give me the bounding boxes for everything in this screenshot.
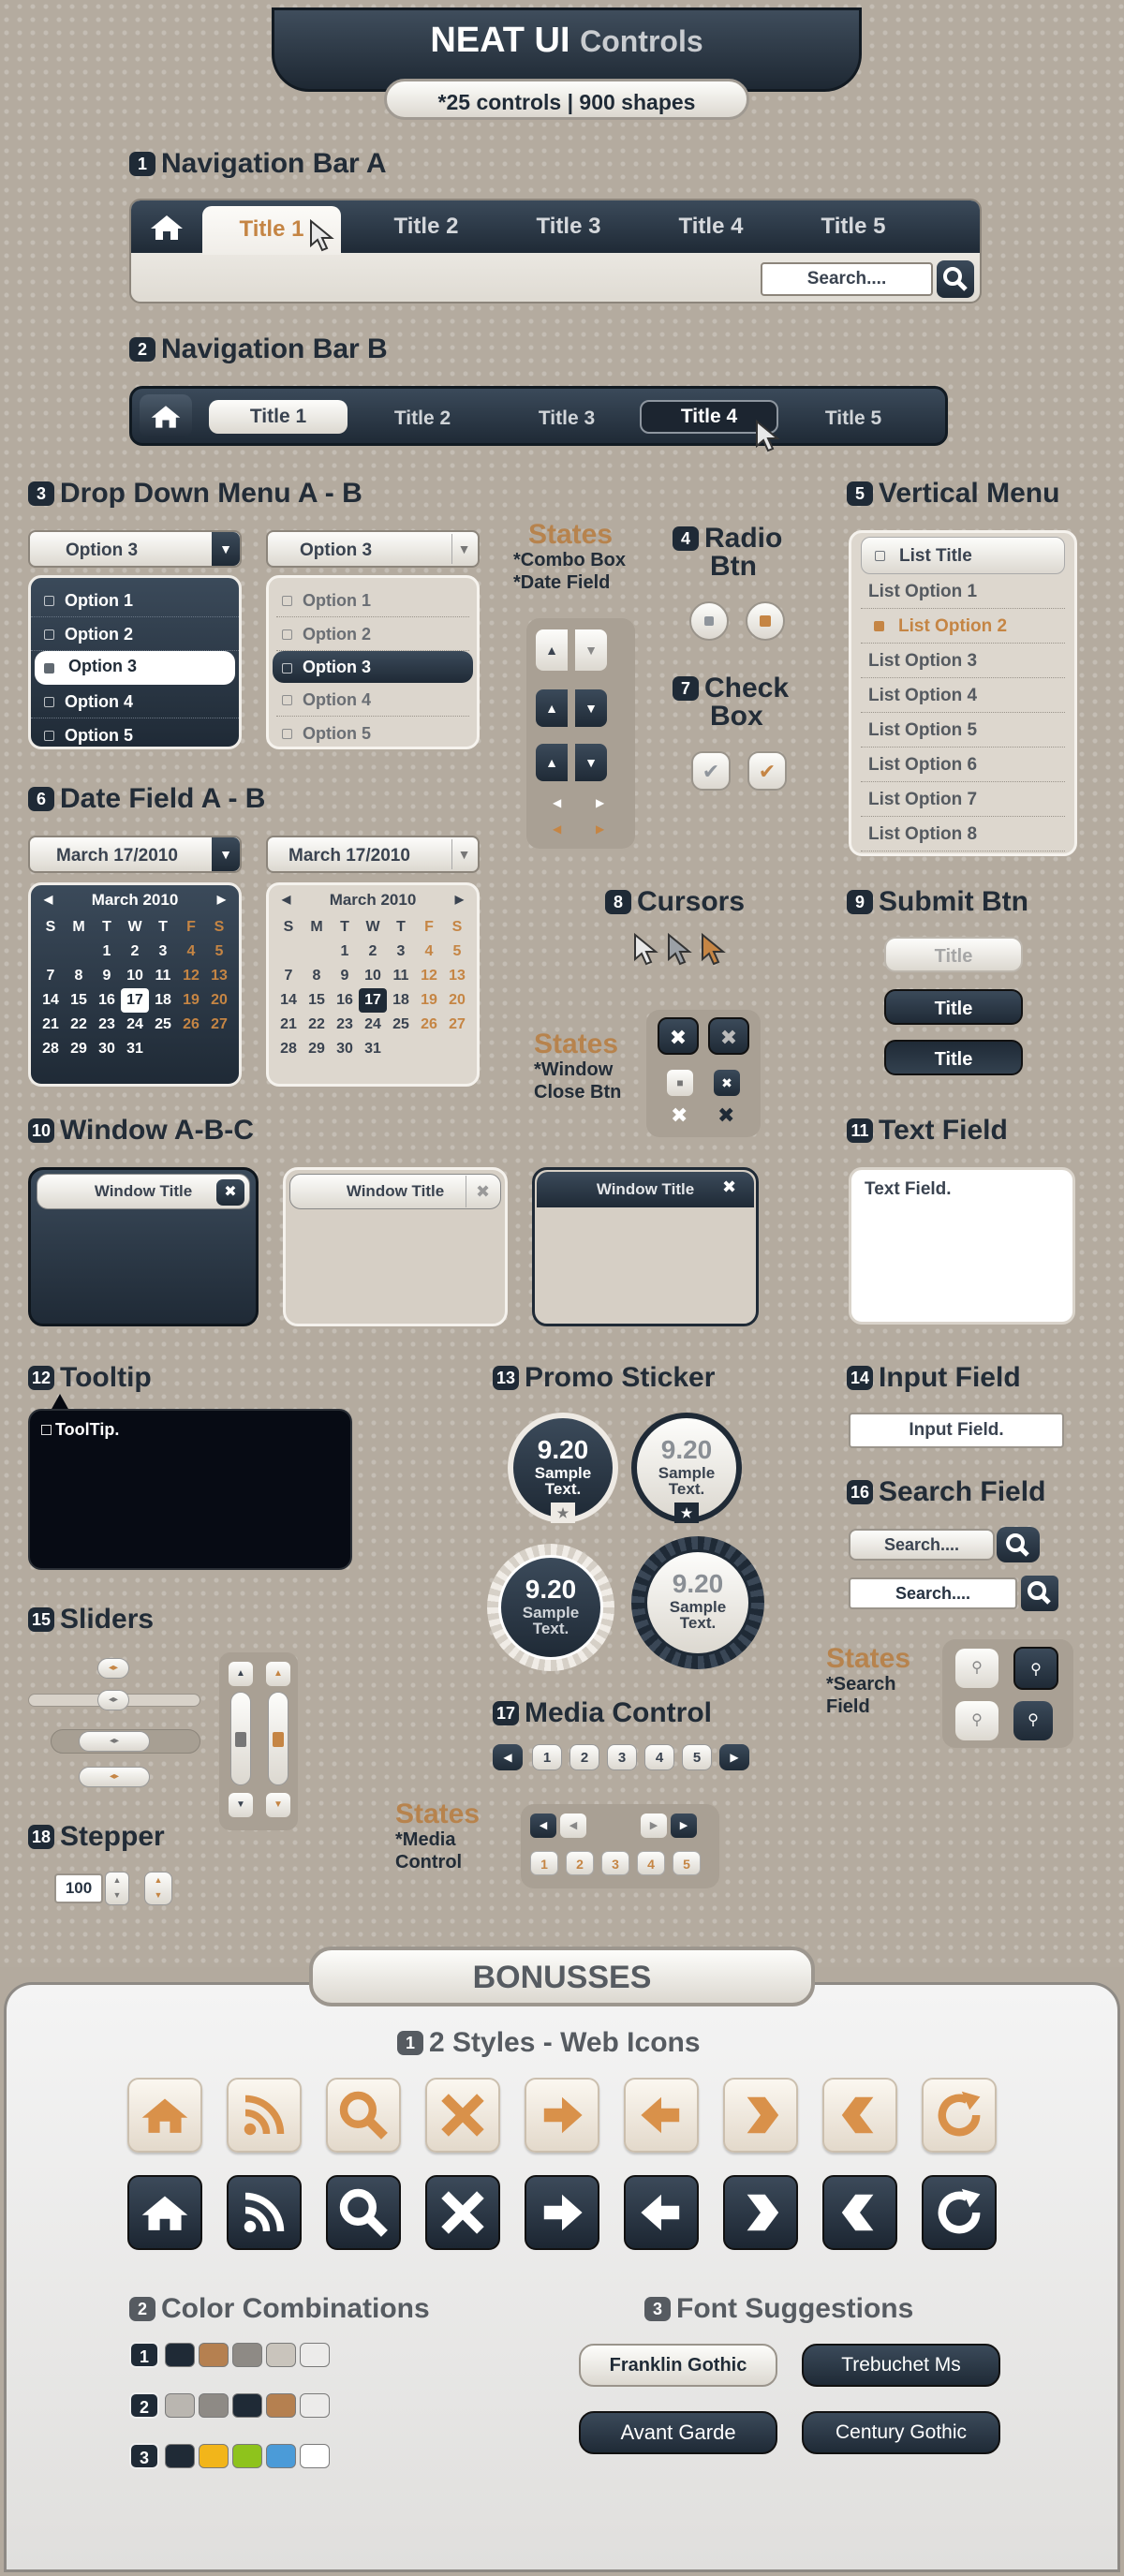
window-heading: 10 Window A-B-C — [28, 1115, 254, 1147]
media-page-3[interactable]: 3 — [607, 1744, 637, 1770]
dropdown-a-option-3[interactable]: Option 3 — [35, 651, 235, 685]
calendar-day[interactable]: 28 — [42, 1041, 59, 1057]
nav-b-tab-5[interactable]: Title 5 — [824, 407, 882, 429]
calendar-day[interactable]: 3 — [158, 943, 168, 959]
chevron-left-icon[interactable] — [822, 2175, 897, 2250]
weekday-label: M — [72, 919, 85, 935]
text-field[interactable]: Text Field. — [849, 1167, 1075, 1325]
nav-b-tab-4[interactable]: Title 4 — [640, 400, 778, 434]
window-c — [532, 1167, 759, 1326]
radio-button-on[interactable] — [746, 601, 785, 641]
media-page-5[interactable]: 5 — [682, 1744, 712, 1770]
calendar-day[interactable]: 26 — [183, 1016, 200, 1032]
check-icon: ✔ — [702, 760, 720, 783]
window-close-state-4-icon[interactable]: ✖ — [714, 1070, 740, 1096]
calendar-day[interactable]: 14 — [42, 992, 59, 1008]
media-control — [493, 1744, 753, 1772]
nav-b-heading: 2 Navigation Bar B — [129, 333, 388, 365]
calendar-day[interactable]: 31 — [126, 1041, 143, 1057]
calendar-day[interactable]: 28 — [280, 1041, 297, 1057]
calendar-day — [415, 1037, 443, 1061]
font-century-gothic: Century Gothic — [802, 2411, 1000, 2454]
dropdown-a-list — [28, 575, 242, 749]
weekday-label: W — [127, 919, 142, 935]
checkbox-heading: 7 Check Box — [673, 674, 789, 731]
nav-a-search-input[interactable]: Search.... — [761, 262, 933, 296]
states-window-label: States *Window Close Btn — [534, 1029, 622, 1103]
submit-heading: 9 Submit Btn — [847, 886, 1028, 918]
calendar-day — [65, 940, 93, 964]
window-close-state-3-icon[interactable]: ■ — [667, 1070, 693, 1096]
vmenu-item[interactable]: List Option 1 — [861, 574, 1065, 609]
dropdown-a-option-5[interactable]: Option 5 — [31, 718, 239, 752]
home-icon[interactable] — [127, 2175, 202, 2250]
calendar-day[interactable]: 13 — [449, 968, 466, 984]
header-title — [272, 21, 862, 61]
combo-state-up-icon[interactable]: ▲ — [536, 629, 568, 671]
dropdown-b-option-5[interactable]: Option 5 — [276, 717, 469, 750]
calendar-day[interactable]: 9 — [102, 968, 111, 984]
searchfield-heading: 16 Search Field — [847, 1476, 1045, 1508]
calendar-day[interactable]: 1 — [102, 943, 111, 959]
weekday-label: S — [451, 919, 463, 935]
slider-b-handle[interactable]: ◂▸ — [79, 1731, 150, 1752]
nav-b-tab-3[interactable]: Title 3 — [538, 407, 596, 429]
search-icon[interactable] — [326, 2078, 401, 2153]
media-state-prev-2-icon[interactable]: ◀ — [560, 1814, 586, 1838]
submit-button-pressed[interactable]: Title — [884, 1040, 1023, 1075]
dropdown-b-option-1[interactable]: Option 1 — [276, 584, 469, 617]
chevron-down-icon[interactable]: ▼ — [212, 532, 240, 566]
calendar-day[interactable]: 16 — [98, 992, 115, 1008]
states-combo-label: States *Combo Box *Date Field — [513, 519, 626, 593]
calendar-day[interactable]: 27 — [211, 1016, 228, 1032]
calendar-day[interactable]: 23 — [336, 1016, 353, 1032]
media-state-prev-1-icon[interactable]: ◀ — [530, 1814, 556, 1838]
promo-sticker-seal-dark[interactable]: 9.20 Sample Text. — [487, 1544, 614, 1671]
tab-title-2[interactable]: Title 2 — [393, 214, 459, 239]
slider-v2-up-icon[interactable]: ▲ — [266, 1662, 290, 1686]
sliders-heading: 15 Sliders — [28, 1604, 154, 1636]
bonus-title: BONUSSES — [309, 1947, 815, 2006]
weekday-label: M — [310, 919, 323, 935]
slider-v1-down-icon[interactable]: ▼ — [229, 1793, 253, 1817]
dropdown-a-option-4[interactable]: Option 4 — [31, 685, 239, 718]
calendar-day[interactable]: 29 — [70, 1041, 87, 1057]
states-media-panel — [521, 1804, 719, 1888]
states-media-label: States *Media Control — [395, 1799, 481, 1873]
calendar-a-grid — [37, 915, 233, 1061]
window-b — [283, 1167, 508, 1326]
calendar-day[interactable]: 15 — [308, 992, 325, 1008]
states-search-panel — [942, 1639, 1073, 1748]
calendar-day[interactable]: 29 — [308, 1041, 325, 1057]
tab-title-5[interactable]: Title 5 — [821, 214, 886, 239]
promo-sticker-seal-light[interactable]: 9.20 Sample Text. — [631, 1536, 764, 1669]
calendar-day[interactable]: 9 — [340, 968, 349, 984]
calendar-a-next-icon[interactable]: ▶ — [216, 893, 226, 906]
rss-icon[interactable] — [227, 2175, 302, 2250]
vmenu-heading: 5 Vertical Menu — [847, 478, 1059, 510]
refresh-icon[interactable] — [922, 2175, 997, 2250]
calendar-day[interactable]: 17 — [359, 988, 387, 1013]
dropdown-b-option-2[interactable]: Option 2 — [276, 617, 469, 651]
window-close-state-1-icon[interactable]: ✖ — [658, 1017, 699, 1055]
calendar-day[interactable]: 1 — [340, 943, 349, 959]
media-state-page-2[interactable]: 2 — [566, 1851, 594, 1875]
dropdown-b-option-3[interactable]: Option 3 — [273, 651, 473, 683]
font-avant-garde: Avant Garde — [579, 2411, 777, 2454]
radio-heading: 4 Radio Btn — [673, 525, 782, 581]
vmenu-item[interactable]: List Option 4 — [861, 678, 1065, 713]
calendar-b-prev-icon[interactable]: ◀ — [282, 893, 291, 906]
color-swatch — [266, 2343, 296, 2367]
datefield-heading: 6 Date Field A - B — [28, 783, 265, 815]
calendar-day[interactable]: 5 — [452, 943, 462, 959]
dropdown-a-option-1[interactable]: Option 1 — [31, 584, 239, 617]
arrow-right-icon[interactable] — [525, 2175, 599, 2250]
calendar-day[interactable]: 8 — [74, 968, 83, 984]
calendar-day[interactable]: 3 — [396, 943, 406, 959]
star-dark-icon: ★ — [674, 1503, 699, 1523]
tab-title-3[interactable]: Title 3 — [536, 214, 601, 239]
calendar-day — [303, 940, 331, 964]
promo-heading: 13 Promo Sticker — [493, 1362, 715, 1394]
window-a-close-icon[interactable]: ✖ — [216, 1179, 244, 1206]
calendar-day[interactable]: 26 — [421, 1016, 437, 1032]
stepper-heading: 18 Stepper — [28, 1821, 165, 1853]
window-b-titlebar[interactable]: Window Title — [289, 1174, 501, 1209]
color-swatch — [165, 2393, 195, 2418]
vertical-menu — [849, 530, 1077, 856]
window-c-close-icon[interactable]: ✖ — [722, 1177, 737, 1196]
nav-b-cursor-icon — [755, 420, 781, 458]
calendar-day[interactable]: 30 — [98, 1041, 115, 1057]
vmenu-item[interactable]: List Option 8 — [861, 817, 1065, 851]
window-b-close-icon[interactable]: ✖ — [466, 1176, 499, 1207]
window-close-state-5-icon[interactable]: ✖ — [671, 1103, 688, 1127]
cursor-set — [631, 933, 734, 973]
slider-c-handle[interactable]: ◂▸ — [79, 1767, 150, 1787]
calendar-day[interactable]: 11 — [155, 968, 171, 984]
date-state-up-icon[interactable]: ▲ — [536, 744, 568, 781]
arrow-left-icon[interactable] — [624, 2078, 699, 2153]
calendar-day — [205, 1037, 233, 1061]
arrow-left-icon[interactable] — [624, 2175, 699, 2250]
calendar-day[interactable]: 23 — [98, 1016, 115, 1032]
header-title-main: NEAT UI — [430, 21, 570, 60]
calendar-day — [149, 1037, 177, 1061]
calendar-a: ◀ March 2010 ▶ S M T W T F S 1 2 3 4 5 7 8 9 10 11 12 13 14 15 16 17 18 19 20 21 22 23 24 25 26 27 28 29 30 31 — [28, 882, 242, 1087]
search-state-2-icon[interactable]: ⚲ — [1013, 1647, 1058, 1690]
header-subtitle: *25 controls | 900 shapes — [384, 79, 749, 120]
calendar-day[interactable]: 22 — [308, 1016, 325, 1032]
radio-button-off[interactable] — [689, 601, 729, 641]
rss-icon[interactable] — [227, 2078, 302, 2153]
calendar-day[interactable]: 30 — [336, 1041, 353, 1057]
window-close-state-6-icon[interactable]: ✖ — [717, 1103, 735, 1127]
promo-sticker-light[interactable]: 9.20 Sample Text. ★ — [631, 1413, 742, 1523]
calendar-b-grid — [274, 915, 471, 1061]
stepper-arrows[interactable]: ▲ ▼ — [105, 1872, 129, 1905]
calendar-day[interactable]: 24 — [364, 1016, 381, 1032]
calendar-day[interactable]: 11 — [392, 968, 409, 984]
window-close-state-2-icon[interactable]: ✖ — [708, 1017, 749, 1055]
calendar-day[interactable]: 2 — [368, 943, 377, 959]
calendar-day[interactable]: 12 — [421, 968, 437, 984]
home-icon[interactable] — [148, 212, 185, 242]
weekday-label: T — [158, 919, 168, 935]
slider-v2-track[interactable] — [268, 1692, 288, 1785]
search-icon[interactable] — [326, 2175, 401, 2250]
search-field-b-input[interactable]: Search.... — [849, 1577, 1017, 1609]
color-swatch — [199, 2343, 229, 2367]
weekday-label: S — [214, 919, 225, 935]
calendar-day[interactable]: 22 — [70, 1016, 87, 1032]
calendar-day[interactable]: 2 — [130, 943, 140, 959]
media-state-page-1[interactable]: 1 — [530, 1851, 558, 1875]
slider-a-handle[interactable]: ◂▸ — [97, 1690, 129, 1710]
bonus-panel — [4, 1982, 1120, 2572]
vmenu-item[interactable]: List Option 6 — [861, 748, 1065, 782]
calendar-b: ◀ March 2010 ▶ S M T W T F S 1 2 3 4 5 7 8 9 10 11 12 13 14 15 16 17 18 19 20 21 22 23 24 25 26 27 28 29 30 31 — [266, 882, 480, 1087]
font-trebuchet-ms: Trebuchet Ms — [802, 2344, 1000, 2387]
chevron-right-icon[interactable] — [723, 2175, 798, 2250]
media-page-1[interactable]: 1 — [532, 1744, 562, 1770]
weekday-label: S — [283, 919, 294, 935]
color-swatch — [165, 2343, 195, 2367]
calendar-day — [387, 1037, 415, 1061]
calendar-day[interactable]: 8 — [312, 968, 321, 984]
dropdown-b-list — [266, 575, 480, 749]
media-next-icon[interactable]: ▶ — [719, 1744, 749, 1770]
color-row-label: 3 — [129, 2443, 159, 2469]
calendar-day[interactable]: 18 — [155, 992, 171, 1008]
weekday-label: T — [340, 919, 349, 935]
colors-heading: 2 Color Combinations — [129, 2293, 430, 2325]
calendar-a-prev-icon[interactable]: ◀ — [44, 893, 53, 906]
weekday-label: S — [45, 919, 56, 935]
nav-b-home-icon[interactable] — [140, 394, 192, 437]
slider-a-handle-top[interactable]: ◂▸ — [97, 1658, 129, 1679]
color-swatch — [300, 2393, 330, 2418]
color-swatch — [232, 2343, 262, 2367]
chevron-right-icon[interactable] — [723, 2078, 798, 2153]
color-swatch — [266, 2444, 296, 2468]
window-c-titlebar[interactable]: Window Title — [537, 1172, 754, 1207]
color-swatch — [232, 2393, 262, 2418]
color-row-label: 1 — [129, 2342, 159, 2368]
header-title-sub: Controls — [580, 24, 703, 58]
color-swatch — [232, 2444, 262, 2468]
window-a-titlebar[interactable]: Window Title — [37, 1174, 250, 1209]
calendar-prev-active-icon[interactable]: ◀ — [553, 822, 562, 836]
combo-state-down-dark-icon[interactable]: ▼ — [575, 689, 607, 727]
color-swatch — [300, 2444, 330, 2468]
media-heading: 17 Media Control — [493, 1697, 712, 1729]
media-prev-icon[interactable]: ◀ — [493, 1744, 523, 1770]
weekday-label: T — [396, 919, 406, 935]
vmenu-item[interactable]: List Option 2 — [861, 609, 1065, 644]
checkbox-checked[interactable] — [747, 751, 787, 791]
search-field-a-input[interactable]: Search.... — [849, 1529, 995, 1561]
star-icon: ★ — [551, 1503, 575, 1523]
calendar-day[interactable]: 20 — [449, 992, 466, 1008]
vmenu-item[interactable]: List Option 7 — [861, 782, 1065, 817]
slider-v2-down-icon[interactable]: ▼ — [266, 1793, 290, 1817]
checkbox-unchecked[interactable] — [691, 751, 731, 791]
weekday-label: F — [186, 919, 196, 935]
tab-title-4[interactable]: Title 4 — [678, 214, 744, 239]
calendar-day — [37, 940, 65, 964]
calendar-day[interactable]: 31 — [364, 1041, 381, 1057]
calendar-day[interactable]: 5 — [214, 943, 224, 959]
input-field[interactable]: Input Field. — [849, 1413, 1064, 1448]
combo-state-down-icon[interactable]: ▼ — [575, 629, 607, 671]
calendar-day[interactable]: 17 — [121, 988, 149, 1013]
calendar-day[interactable]: 16 — [336, 992, 353, 1008]
color-swatch — [266, 2393, 296, 2418]
check-active-icon: ✔ — [758, 760, 776, 783]
calendar-day[interactable]: 19 — [421, 992, 437, 1008]
slider-v1-track[interactable] — [230, 1692, 251, 1785]
media-state-page-4[interactable]: 4 — [637, 1851, 665, 1875]
calendar-prev-icon[interactable]: ◀ — [553, 796, 562, 809]
chevron-left-icon[interactable] — [822, 2078, 897, 2153]
vmenu-item[interactable]: List Option 5 — [861, 713, 1065, 748]
calendar-day[interactable]: 18 — [392, 992, 409, 1008]
search-state-1-icon[interactable]: ⚲ — [955, 1649, 998, 1688]
calendar-day[interactable]: 10 — [364, 968, 381, 984]
combo-state-up-dark-icon[interactable]: ▲ — [536, 689, 568, 727]
search-state-3-icon[interactable]: ⚲ — [955, 1701, 998, 1740]
promo-sticker-dark[interactable]: 9.20 Sample Text. ★ — [508, 1413, 618, 1523]
fonts-heading: 3 Font Suggestions — [644, 2293, 913, 2325]
media-state-page-3[interactable]: 3 — [601, 1851, 629, 1875]
media-page-4[interactable]: 4 — [644, 1744, 674, 1770]
dropdown-b-select[interactable]: Option 3 ▼ — [266, 530, 480, 568]
search-field-b-button[interactable] — [1021, 1576, 1058, 1611]
calendar-day[interactable]: 19 — [183, 992, 200, 1008]
refresh-icon[interactable] — [922, 2078, 997, 2153]
calendar-day[interactable]: 20 — [211, 992, 228, 1008]
nav-b-tab-2[interactable]: Title 2 — [393, 407, 451, 429]
calendar-day[interactable]: 12 — [183, 968, 200, 984]
states-search-label: States *Search Field — [826, 1643, 911, 1717]
color-row-label: 2 — [129, 2392, 159, 2419]
nav-bar-b — [129, 386, 948, 446]
nav-a-search-button[interactable] — [937, 260, 974, 298]
nav-bar-a — [129, 199, 982, 303]
tooltip-box: ToolTip. — [28, 1409, 352, 1570]
stepper-arrows-active[interactable]: ▲ ▼ — [144, 1872, 172, 1905]
calendar-next-icon[interactable]: ▶ — [596, 796, 605, 809]
weekday-label: T — [102, 919, 111, 935]
color-swatch — [199, 2444, 229, 2468]
slider-v1-up-icon[interactable]: ▲ — [229, 1662, 253, 1686]
search-field-a-button[interactable] — [997, 1527, 1040, 1562]
calendar-day[interactable]: 13 — [211, 968, 228, 984]
calendar-day[interactable]: 25 — [155, 1016, 171, 1032]
inputfield-heading: 14 Input Field — [847, 1362, 1021, 1394]
tab-title-1[interactable]: Title 1 — [202, 206, 341, 255]
vmenu-active-marker — [874, 621, 884, 631]
dropdown-a-option-2[interactable]: Option 2 — [31, 617, 239, 651]
date-field-a-input[interactable]: March 17/2010 ▼ — [28, 836, 242, 873]
calendar-day — [177, 1037, 205, 1061]
dropdown-b-chevron-icon[interactable]: ▼ — [451, 534, 476, 564]
textfield-heading: 11 Text Field — [847, 1115, 1008, 1147]
color-swatch — [300, 2343, 330, 2367]
calendar-day[interactable]: 24 — [126, 1016, 143, 1032]
color-swatch — [199, 2393, 229, 2418]
calendar-day[interactable]: 7 — [284, 968, 293, 984]
calendar-day[interactable]: 4 — [424, 943, 434, 959]
arrow-right-icon[interactable] — [525, 2078, 599, 2153]
calendar-day[interactable]: 10 — [126, 968, 143, 984]
vmenu-title[interactable]: List Title — [861, 537, 1065, 574]
media-state-next-1-icon[interactable]: ▶ — [641, 1814, 667, 1838]
calendar-day[interactable]: 4 — [186, 943, 196, 959]
date-state-down-icon[interactable]: ▼ — [575, 744, 607, 781]
submit-button-light[interactable]: Title — [884, 937, 1023, 972]
calendar-day — [443, 1037, 471, 1061]
calendar-day[interactable]: 25 — [392, 1016, 409, 1032]
date-field-a-dropdown-icon[interactable]: ▼ — [212, 837, 240, 871]
calendar-b-next-icon[interactable]: ▶ — [454, 893, 464, 906]
calendar-day[interactable]: 14 — [280, 992, 297, 1008]
submit-button-dark[interactable]: Title — [884, 989, 1023, 1025]
bonus-icons-heading: 1 2 Styles - Web Icons — [397, 2027, 701, 2059]
dropdown-a-select[interactable]: Option 3 ▼ — [28, 530, 242, 568]
nav-a-heading: 1 Navigation Bar A — [129, 148, 387, 180]
close-icon[interactable] — [425, 2175, 500, 2250]
search-state-4-icon[interactable]: ⚲ — [1013, 1701, 1053, 1740]
dropdown-b-option-4[interactable]: Option 4 — [276, 683, 469, 717]
font-franklin-gothic: Franklin Gothic — [579, 2344, 777, 2387]
media-state-next-2-icon[interactable]: ▶ — [671, 1814, 697, 1838]
calendar-day[interactable]: 7 — [46, 968, 55, 984]
date-field-b-dropdown-icon[interactable]: ▼ — [451, 839, 476, 869]
calendar-day[interactable]: 21 — [280, 1016, 297, 1032]
cursor-arrow-icon — [309, 219, 335, 258]
weekday-label: F — [424, 919, 434, 935]
calendar-next-active-icon[interactable]: ▶ — [596, 822, 605, 836]
media-state-page-5[interactable]: 5 — [673, 1851, 701, 1875]
media-page-2[interactable]: 2 — [569, 1744, 599, 1770]
close-icon[interactable] — [425, 2078, 500, 2153]
calendar-day[interactable]: 21 — [42, 1016, 59, 1032]
nav-b-tab-1[interactable]: Title 1 — [209, 400, 348, 434]
vmenu-item[interactable]: List Option 3 — [861, 644, 1065, 678]
weekday-label: W — [365, 919, 380, 935]
states-window-panel — [646, 1010, 761, 1137]
cursors-heading: 8 Cursors — [605, 886, 745, 918]
color-swatch — [165, 2444, 195, 2468]
dropdown-heading: 3 Drop Down Menu A - B — [28, 478, 362, 510]
tooltip-heading: 12 Tooltip — [28, 1362, 152, 1394]
states-combo-panel — [526, 618, 635, 849]
calendar-day[interactable]: 15 — [70, 992, 87, 1008]
calendar-day — [274, 940, 303, 964]
home-icon[interactable] — [127, 2078, 202, 2153]
calendar-day[interactable]: 27 — [449, 1016, 466, 1032]
window-a — [28, 1167, 259, 1326]
date-field-b-input[interactable]: March 17/2010 ▼ — [266, 836, 480, 873]
stepper-input[interactable]: 100 — [54, 1873, 103, 1903]
